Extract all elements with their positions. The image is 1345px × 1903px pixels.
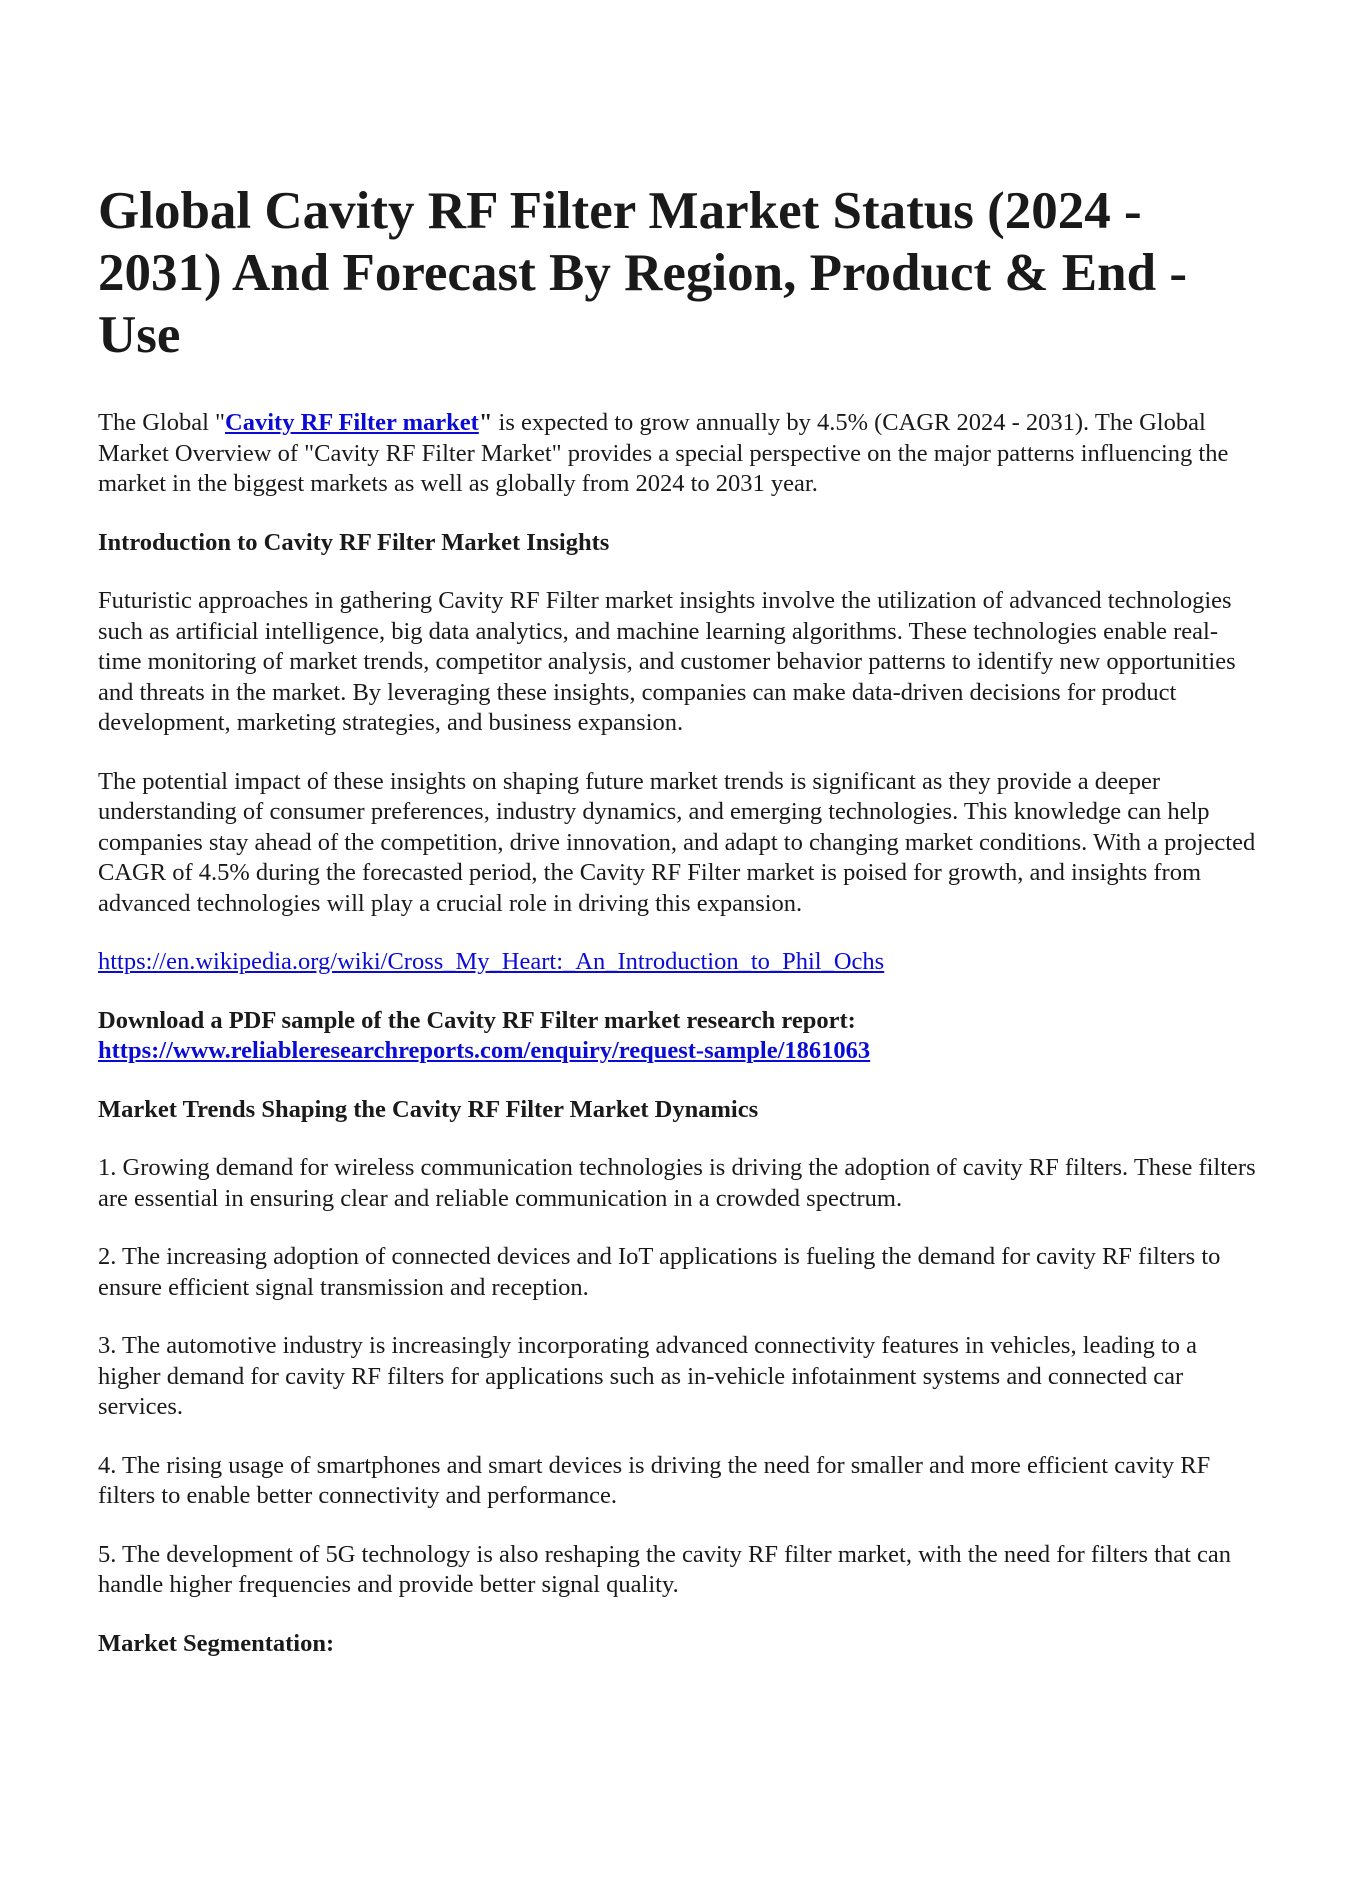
intro-paragraph xyxy=(98,408,1258,500)
segmentation-heading: Market Segmentation: xyxy=(98,1629,335,1657)
page-title: Global Cavity RF Filter Market Status (2024 - 2031) And Forecast By Region, Product & End - Use xyxy=(98,182,1187,364)
intro-prefix: The Global " xyxy=(98,409,226,436)
trends-heading: Market Trends Shaping the Cavity RF Filter Market Dynamics xyxy=(98,1095,759,1123)
insights-paragraph-2: The potential impact of these insights on shaping future market trends is significant as they provide a deeper understanding of consumer preferences, industry dynamics, and emerging technologies. This knowledge can help companies stay ahead of the competition, drive innovation, and adapt to changing market conditions. With a projected CAGR of 4.5% during the forecasted period, the Cavity RF Filter market is poised for growth, and insights from advanced technologies will play a crucial role in driving this expansion. xyxy=(98,767,1256,917)
cavity-rf-filter-market-link[interactable]: Cavity RF Filter market xyxy=(225,409,479,436)
intro-suffix: is expected to grow annually by 4.5% (CAGR 2024 - 2031). The Global Market Overview of "Cavity RF Filter Market" provides a special perspective on the major patterns influencing the market in the biggest markets as well as globally from 2024 to 2031 year. xyxy=(98,409,1229,497)
download-label: Download a PDF sample of the Cavity RF Filter market research report: xyxy=(98,1006,856,1034)
insights-heading: Introduction to Cavity RF Filter Market Insights xyxy=(98,528,610,556)
trend-item-1: 1. Growing demand for wireless communication technologies is driving the adoption of cavity RF filters. These filters are essential in ensuring clear and reliable communication in a crowded spectrum. xyxy=(98,1154,1256,1212)
insights-paragraph-1: Futuristic approaches in gathering Cavity RF Filter market insights involve the utilization of advanced technologies such as artificial intelligence, big data analytics, and machine learning algorithms. These technologies enable real-time monitoring of market trends, competitor analysis, and customer behavior patterns to identify new opportunities and threats in the market. By leveraging these insights, companies can make data-driven decisions for product development, marketing strategies, and business expansion. xyxy=(98,587,1236,736)
trend-item-4: 4. The rising usage of smartphones and smart devices is driving the need for smaller and more efficient cavity RF filters to enable better connectivity and performance. xyxy=(98,1451,1211,1509)
wikipedia-link[interactable]: https://en.wikipedia.org/wiki/Cross_My_Heart:_An_Introduction_to_Phil_Ochs xyxy=(98,948,885,975)
download-paragraph xyxy=(98,1006,1258,1067)
document-page xyxy=(98,180,1258,1687)
intro-quote-close: " xyxy=(478,409,493,436)
trend-item-5: 5. The development of 5G technology is also reshaping the cavity RF filter market, with the need for filters that can handle higher frequencies and provide better signal quality. xyxy=(98,1540,1232,1598)
wiki-link-paragraph xyxy=(98,947,1258,978)
trend-item-3: 3. The automotive industry is increasingly incorporating advanced connectivity features in vehicles, leading to a higher demand for cavity RF filters for applications such as in-vehicle infotainment systems and connected car services. xyxy=(98,1332,1197,1420)
trend-item-2: 2. The increasing adoption of connected devices and IoT applications is fueling the demand for cavity RF filters to ensure efficient signal transmission and reception. xyxy=(98,1243,1221,1301)
sample-request-link[interactable]: https://www.reliableresearchreports.com/enquiry/request-sample/1861063 xyxy=(98,1037,871,1064)
